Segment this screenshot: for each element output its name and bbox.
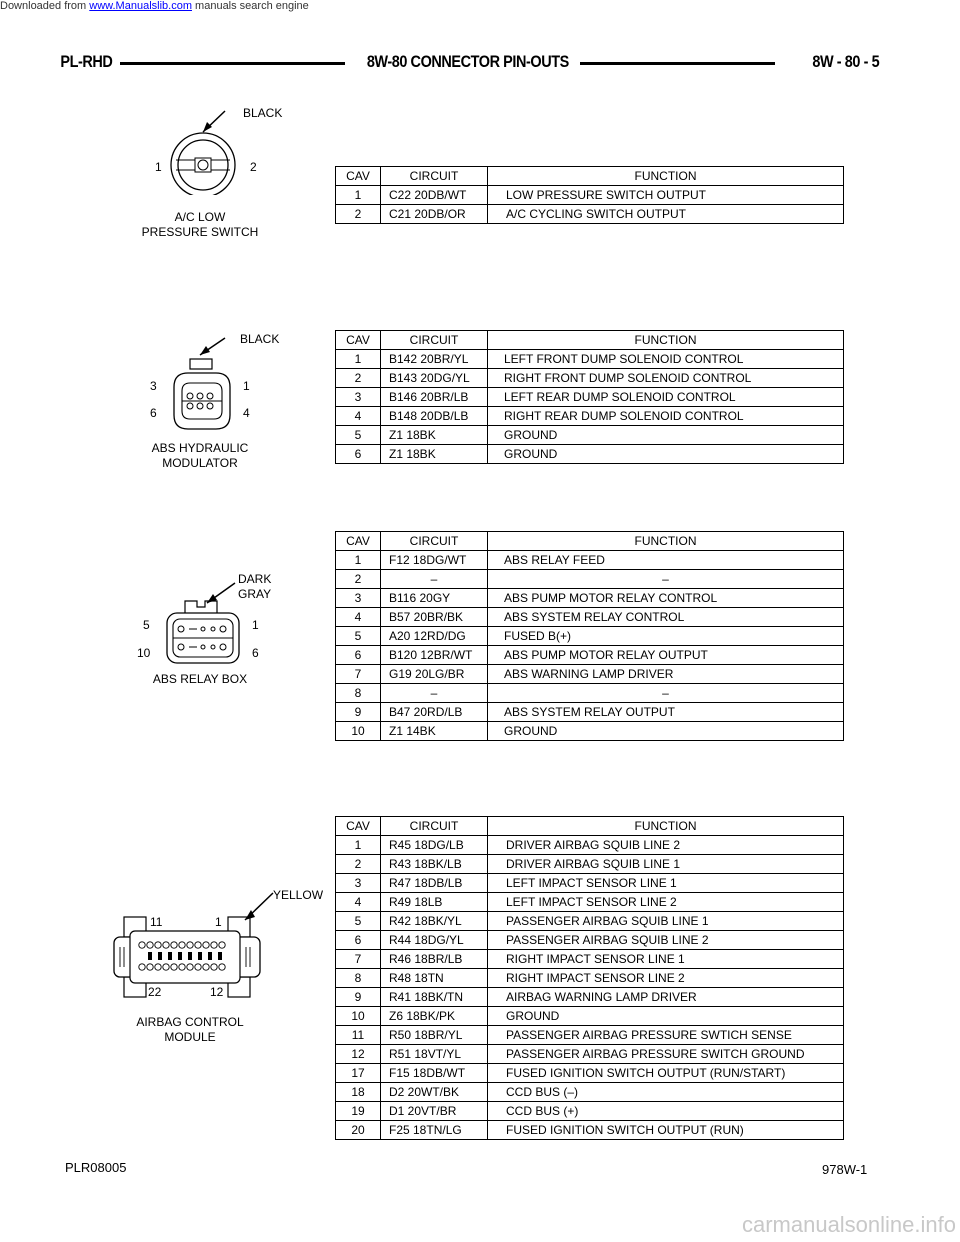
table-row [336, 988, 844, 1007]
airbag-module-connector-diagram [110, 885, 280, 1000]
circuit-cell: R51 18VT/YL [381, 1045, 488, 1064]
circuit-cell: D2 20WT/BK [381, 1083, 488, 1102]
function-cell: PASSENGER AIRBAG PRESSURE SWITCH GROUND [488, 1045, 844, 1064]
cav-cell: 5 [336, 627, 381, 646]
ac-switch-connector-name [130, 210, 270, 240]
abs-modulator-pin-label-3: 3 [150, 379, 157, 393]
circuit-cell: R43 18BK/LB [381, 855, 488, 874]
table-header-row [336, 167, 844, 186]
table-row [336, 893, 844, 912]
cav-cell: 7 [336, 665, 381, 684]
function-cell: ABS PUMP MOTOR RELAY CONTROL [488, 589, 844, 608]
circuit-cell: R50 18BR/YL [381, 1026, 488, 1045]
cav-cell: 8 [336, 969, 381, 988]
table-row [336, 912, 844, 931]
abs-modulator-pin-label-4: 4 [243, 406, 250, 420]
function-header: FUNCTION [488, 532, 844, 551]
download-source-bar [0, 0, 309, 12]
cav-cell: 9 [336, 988, 381, 1007]
circuit-cell: – [381, 684, 488, 703]
circuit-cell: F12 18DG/WT [381, 551, 488, 570]
ac-switch-color-label: BLACK [243, 106, 283, 120]
cav-cell: 12 [336, 1045, 381, 1064]
circuit-cell: D1 20VT/BR [381, 1102, 488, 1121]
function-cell: RIGHT IMPACT SENSOR LINE 1 [488, 950, 844, 969]
abs-modulator-name-line2: MODULATOR [162, 456, 238, 470]
header-rule-left [120, 62, 345, 65]
circuit-cell: – [381, 570, 488, 589]
cav-header: CAV [336, 817, 381, 836]
function-header: FUNCTION [488, 331, 844, 350]
cav-cell: 2 [336, 205, 381, 224]
airbag-module-pin-label-12: 12 [210, 985, 224, 999]
abs-relay-pin-label-10: 10 [137, 646, 151, 660]
table-row [336, 703, 844, 722]
page-header [60, 52, 880, 74]
abs-relay-pin-label-6: 6 [252, 646, 259, 660]
abs-relay-color-label [238, 572, 271, 602]
table-row [336, 931, 844, 950]
ac-switch-pin-label-2: 2 [250, 160, 257, 174]
abs-relay-connector-name: ABS RELAY BOX [152, 672, 248, 686]
footer-figure-id: PLR08005 [65, 1160, 127, 1175]
airbag-module-name-line1: AIRBAG CONTROL [136, 1015, 244, 1029]
table-row [336, 1083, 844, 1102]
function-cell: ABS RELAY FEED [488, 551, 844, 570]
cav-cell: 5 [336, 426, 381, 445]
function-cell: GROUND [488, 445, 844, 464]
cav-cell: 1 [336, 551, 381, 570]
table-row [336, 1064, 844, 1083]
table-row [336, 665, 844, 684]
cav-cell: 20 [336, 1121, 381, 1140]
cav-cell: 11 [336, 1026, 381, 1045]
function-cell: A/C CYCLING SWITCH OUTPUT [488, 205, 844, 224]
table-row [336, 570, 844, 589]
cav-cell: 2 [336, 855, 381, 874]
cav-cell: 19 [336, 1102, 381, 1121]
function-cell: – [488, 684, 844, 703]
circuit-cell: R42 18BK/YL [381, 912, 488, 931]
circuit-cell: Z1 18BK [381, 426, 488, 445]
function-cell: AIRBAG WARNING LAMP DRIVER [488, 988, 844, 1007]
table-row [336, 551, 844, 570]
circuit-cell: Z1 14BK [381, 722, 488, 741]
cav-cell: 2 [336, 369, 381, 388]
airbag-module-color-label: YELLOW [273, 888, 324, 902]
airbag-module-pinout-table [335, 816, 844, 1140]
abs-modulator-connector-name [130, 441, 270, 471]
circuit-cell: Z1 18BK [381, 445, 488, 464]
function-cell: GROUND [488, 1007, 844, 1026]
abs-relay-color-line2: GRAY [238, 587, 272, 601]
cav-cell: 3 [336, 874, 381, 893]
circuit-cell: F15 18DB/WT [381, 1064, 488, 1083]
function-cell: LEFT REAR DUMP SOLENOID CONTROL [488, 388, 844, 407]
function-cell: PASSENGER AIRBAG SQUIB LINE 2 [488, 931, 844, 950]
function-cell: CCD BUS (–) [488, 1083, 844, 1102]
function-cell: LOW PRESSURE SWITCH OUTPUT [488, 186, 844, 205]
circuit-header: CIRCUIT [381, 532, 488, 551]
function-cell: FUSED B(+) [488, 627, 844, 646]
header-page-number: 8W - 80 - 5 [809, 52, 883, 72]
function-cell: RIGHT IMPACT SENSOR LINE 2 [488, 969, 844, 988]
table-row [336, 1026, 844, 1045]
function-cell: FUSED IGNITION SWITCH OUTPUT (RUN) [488, 1121, 844, 1140]
circuit-header: CIRCUIT [381, 167, 488, 186]
table-row [336, 855, 844, 874]
cav-cell: 6 [336, 931, 381, 950]
circuit-cell: B143 20DG/YL [381, 369, 488, 388]
table-row [336, 445, 844, 464]
table-row [336, 646, 844, 665]
function-cell: GROUND [488, 426, 844, 445]
ac-switch-name-line1: A/C LOW [174, 210, 226, 224]
cav-header: CAV [336, 331, 381, 350]
table-row [336, 722, 844, 741]
table-row [336, 608, 844, 627]
table-row [336, 684, 844, 703]
table-row [336, 426, 844, 445]
abs-modulator-color-label: BLACK [240, 332, 280, 346]
function-cell: ABS WARNING LAMP DRIVER [488, 665, 844, 684]
ac-switch-name-line2: PRESSURE SWITCH [141, 225, 259, 239]
function-cell: DRIVER AIRBAG SQUIB LINE 1 [488, 855, 844, 874]
circuit-cell: R44 18DG/YL [381, 931, 488, 950]
cav-header: CAV [336, 532, 381, 551]
table-row [336, 1007, 844, 1026]
cav-cell: 7 [336, 950, 381, 969]
circuit-cell: B142 20BR/YL [381, 350, 488, 369]
watermark: carmanualsonline.info [741, 1212, 956, 1237]
table-row [336, 388, 844, 407]
cav-cell: 3 [336, 388, 381, 407]
function-cell: LEFT FRONT DUMP SOLENOID CONTROL [488, 350, 844, 369]
circuit-cell: C22 20DB/WT [381, 186, 488, 205]
cav-cell: 1 [336, 836, 381, 855]
abs-relay-pin-label-5: 5 [143, 618, 150, 632]
function-cell: ABS SYSTEM RELAY OUTPUT [488, 703, 844, 722]
source-prefix: Downloaded from [0, 0, 87, 12]
abs-relay-pin-label-1: 1 [252, 618, 259, 632]
function-header: FUNCTION [488, 817, 844, 836]
table-row [336, 950, 844, 969]
circuit-cell: A20 12RD/DG [381, 627, 488, 646]
airbag-module-pin-label-22: 22 [148, 985, 162, 999]
cav-cell: 5 [336, 912, 381, 931]
header-left-title: PL-RHD [57, 52, 116, 72]
function-header: FUNCTION [488, 167, 844, 186]
airbag-module-name-line2: MODULE [164, 1030, 216, 1044]
function-cell: LEFT IMPACT SENSOR LINE 1 [488, 874, 844, 893]
function-cell: PASSENGER AIRBAG PRESSURE SWTICH SENSE [488, 1026, 844, 1045]
cav-cell: 10 [336, 722, 381, 741]
function-cell: FUSED IGNITION SWITCH OUTPUT (RUN/START) [488, 1064, 844, 1083]
header-rule-right [580, 62, 775, 65]
table-header-row [336, 532, 844, 551]
function-cell: PASSENGER AIRBAG SQUIB LINE 1 [488, 912, 844, 931]
circuit-cell: G19 20LG/BR [381, 665, 488, 684]
table-row [336, 627, 844, 646]
table-row [336, 836, 844, 855]
abs-modulator-connector-diagram [160, 335, 250, 435]
manualslib-link[interactable]: www.Manualslib.com [89, 0, 192, 12]
table-row [336, 1102, 844, 1121]
circuit-cell: B116 20GY [381, 589, 488, 608]
circuit-cell: R49 18LB [381, 893, 488, 912]
circuit-cell: B148 20DB/LB [381, 407, 488, 426]
circuit-cell: Z6 18BK/PK [381, 1007, 488, 1026]
function-cell: CCD BUS (+) [488, 1102, 844, 1121]
abs-modulator-pinout-table [335, 330, 844, 464]
cav-cell: 4 [336, 893, 381, 912]
table-row [336, 874, 844, 893]
circuit-header: CIRCUIT [381, 817, 488, 836]
table-header-row [336, 331, 844, 350]
table-header-row [336, 817, 844, 836]
ac-switch-pin-label-1: 1 [155, 160, 162, 174]
function-cell: RIGHT FRONT DUMP SOLENOID CONTROL [488, 369, 844, 388]
circuit-cell: R47 18DB/LB [381, 874, 488, 893]
cav-cell: 10 [336, 1007, 381, 1026]
abs-modulator-name-line1: ABS HYDRAULIC [151, 441, 249, 455]
cav-cell: 1 [336, 350, 381, 369]
cav-cell: 17 [336, 1064, 381, 1083]
cav-cell: 18 [336, 1083, 381, 1102]
airbag-module-pin-label-1: 1 [215, 915, 222, 929]
function-cell: – [488, 570, 844, 589]
circuit-cell: F25 18TN/LG [381, 1121, 488, 1140]
circuit-cell: B47 20RD/LB [381, 703, 488, 722]
function-cell: LEFT IMPACT SENSOR LINE 2 [488, 893, 844, 912]
cav-cell: 4 [336, 407, 381, 426]
cav-header: CAV [336, 167, 381, 186]
table-row [336, 1121, 844, 1140]
airbag-module-connector-name [120, 1015, 260, 1045]
abs-relay-connector-diagram [155, 575, 250, 670]
table-row [336, 969, 844, 988]
table-row [336, 350, 844, 369]
abs-modulator-pin-label-6: 6 [150, 406, 157, 420]
circuit-cell: B120 12BR/WT [381, 646, 488, 665]
footer-page-code: 978W-1 [822, 1162, 868, 1177]
circuit-cell: B146 20BR/LB [381, 388, 488, 407]
function-cell: GROUND [488, 722, 844, 741]
function-cell: RIGHT REAR DUMP SOLENOID CONTROL [488, 407, 844, 426]
circuit-cell: R45 18DG/LB [381, 836, 488, 855]
cav-cell: 1 [336, 186, 381, 205]
ac-switch-pinout-table [335, 166, 844, 224]
cav-cell: 9 [336, 703, 381, 722]
cav-cell: 8 [336, 684, 381, 703]
cav-cell: 2 [336, 570, 381, 589]
table-row [336, 407, 844, 426]
circuit-header: CIRCUIT [381, 331, 488, 350]
abs-modulator-pin-label-1: 1 [243, 379, 250, 393]
table-row [336, 1045, 844, 1064]
cav-cell: 3 [336, 589, 381, 608]
table-row [336, 589, 844, 608]
circuit-cell: R41 18BK/TN [381, 988, 488, 1007]
abs-relay-pinout-table [335, 531, 844, 741]
table-row [336, 205, 844, 224]
function-cell: DRIVER AIRBAG SQUIB LINE 2 [488, 836, 844, 855]
abs-relay-color-line1: DARK [238, 572, 272, 586]
cav-cell: 6 [336, 445, 381, 464]
ac-switch-connector-diagram [160, 105, 250, 195]
table-row [336, 369, 844, 388]
circuit-cell: C21 20DB/OR [381, 205, 488, 224]
cav-cell: 6 [336, 646, 381, 665]
circuit-cell: B57 20BR/BK [381, 608, 488, 627]
airbag-module-pin-label-11: 11 [150, 915, 163, 929]
circuit-cell: R48 18TN [381, 969, 488, 988]
header-center-title: 8W-80 CONNECTOR PIN-OUTS [363, 52, 572, 72]
circuit-cell: R46 18BR/LB [381, 950, 488, 969]
table-row [336, 186, 844, 205]
function-cell: ABS PUMP MOTOR RELAY OUTPUT [488, 646, 844, 665]
function-cell: ABS SYSTEM RELAY CONTROL [488, 608, 844, 627]
cav-cell: 4 [336, 608, 381, 627]
source-suffix: manuals search engine [195, 0, 309, 12]
